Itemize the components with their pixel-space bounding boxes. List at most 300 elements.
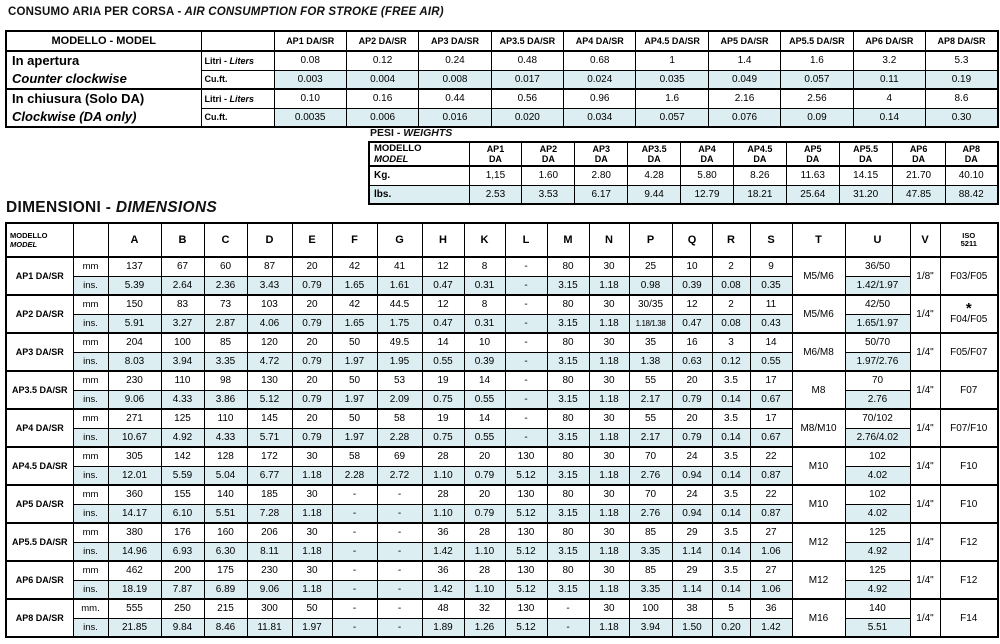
weights-value-cell: 18.21: [733, 185, 786, 204]
dim-value-cell: 50: [332, 371, 377, 390]
air-value-cell: 0.10: [274, 89, 346, 108]
weights-model-type: DA: [488, 154, 502, 164]
dim-value-cell: 3.15: [547, 580, 589, 599]
dim-value-cell: 0.67: [750, 428, 792, 447]
dim-value-cell: 19: [422, 409, 464, 428]
dim-value-cell: 1.18: [589, 504, 629, 523]
dim-value-cell: 42: [332, 257, 377, 276]
dim-value-cell: 12: [672, 295, 712, 314]
weights-value-cell: 8.26: [733, 166, 786, 185]
dim-value-cell: 6.89: [204, 580, 247, 599]
dimensions-mm-row: [6, 333, 998, 352]
dim-value-cell: 2.28: [332, 466, 377, 485]
dim-value-cell: 3.43: [247, 276, 292, 295]
air-model-header: AP4.5 DA/SR: [636, 31, 708, 51]
dim-value-cell: 2.72: [377, 466, 422, 485]
unit-label-cell: [201, 108, 274, 127]
dim-value-cell: 12: [422, 257, 464, 276]
thread-size-cell: M10: [792, 485, 845, 523]
dim-value-cell: 1.61: [377, 276, 422, 295]
weights-value-cell: 5.80: [681, 166, 734, 185]
dim-value-cell: 110: [204, 409, 247, 428]
dim-value-cell: 1.38: [629, 352, 672, 371]
dim-value-cell: 42: [332, 295, 377, 314]
dim-value-cell: 50: [332, 333, 377, 352]
air-value-cell: 1.4: [708, 51, 780, 70]
dim-value-cell: 110: [161, 371, 204, 390]
air-value-cell: 0.003: [274, 70, 346, 89]
dim-value-cell: 3.5: [712, 523, 750, 542]
dim-u-mm-cell: 125: [845, 561, 910, 580]
air-value-cell: 0.035: [636, 70, 708, 89]
weights-table-body: [369, 166, 998, 204]
dimension-column-header: Q: [672, 223, 712, 257]
dim-value-cell: 9.06: [108, 390, 161, 409]
air-value-cell: 0.049: [708, 70, 780, 89]
dim-value-cell: 30: [292, 485, 332, 504]
air-value-cell: 0.12: [346, 51, 418, 70]
dim-value-cell: 215: [204, 599, 247, 618]
iso-flange-cell: [940, 485, 998, 523]
dim-value-cell: 11: [750, 295, 792, 314]
dim-value-cell: 8: [464, 257, 505, 276]
dim-value-cell: 55: [629, 409, 672, 428]
air-row-group-label: [6, 51, 201, 89]
dim-value-cell: 1.10: [422, 466, 464, 485]
unit-label-cell: ins.: [73, 618, 108, 637]
weights-model-header: [839, 142, 892, 166]
dim-value-cell: 85: [204, 333, 247, 352]
dim-value-cell: 20: [292, 409, 332, 428]
dim-value-cell: 5.51: [204, 504, 247, 523]
weights-model-header: [681, 142, 734, 166]
model-label-cell: AP1 DA/SR: [6, 257, 73, 295]
weights-value-cell: 12.79: [681, 185, 734, 204]
dim-u-ins-cell: 5.51: [845, 618, 910, 637]
dim-value-cell: 30: [589, 599, 629, 618]
dim-value-cell: 0.98: [629, 276, 672, 295]
dim-value-cell: -: [505, 333, 547, 352]
dimensions-mm-row: [6, 599, 998, 618]
dim-value-cell: 85: [629, 523, 672, 542]
iso-flange-cell: [940, 295, 998, 333]
port-size-cell: 1/4": [910, 523, 940, 561]
dim-value-cell: 4.33: [204, 428, 247, 447]
port-size-cell: 1/4": [910, 371, 940, 409]
air-value-cell: 0.14: [853, 108, 925, 127]
dim-value-cell: 1.18: [589, 428, 629, 447]
weights-header-model: MODEL: [374, 154, 409, 165]
air-value-cell: 0.68: [564, 51, 636, 70]
dim-value-cell: -: [505, 257, 547, 276]
iso-flange-cell: [940, 371, 998, 409]
unit-text-italic: Liters: [229, 55, 255, 66]
dim-value-cell: 30: [589, 409, 629, 428]
dim-value-cell: 1.18: [589, 618, 629, 637]
dim-value-cell: 0.87: [750, 504, 792, 523]
weights-value-cell: 25.64: [786, 185, 839, 204]
dim-u-ins-cell: 1.42/1.97: [845, 276, 910, 295]
dimension-column-header: U: [845, 223, 910, 257]
dim-value-cell: 20: [292, 257, 332, 276]
weights-table-header-row: [369, 142, 998, 166]
air-label-italian: In chiusura (Solo DA): [12, 91, 145, 106]
dim-u-ins-cell: 4.02: [845, 466, 910, 485]
dim-value-cell: 0.79: [292, 390, 332, 409]
dimension-column-header: S: [750, 223, 792, 257]
dim-value-cell: 1.42: [422, 580, 464, 599]
dim-value-cell: 80: [547, 447, 589, 466]
dim-value-cell: 1.97: [332, 390, 377, 409]
dim-value-cell: 0.08: [712, 314, 750, 333]
dimensions-mm-row: [6, 447, 998, 466]
dimensions-table-header-row: [6, 223, 998, 257]
dimensions-header-model-label: [6, 223, 73, 257]
dim-value-cell: 5.12: [505, 504, 547, 523]
unit-label-cell: [201, 51, 274, 70]
dim-value-cell: 380: [108, 523, 161, 542]
air-value-cell: 0.004: [346, 70, 418, 89]
air-value-cell: 0.24: [419, 51, 491, 70]
dim-value-cell: 1.18: [292, 504, 332, 523]
dim-value-cell: 36: [750, 599, 792, 618]
dim-u-mm-cell: 50/70: [845, 333, 910, 352]
dimensions-ins-row: [6, 504, 998, 523]
weights-value-cell: 2.80: [575, 166, 628, 185]
dim-value-cell: 2.09: [377, 390, 422, 409]
dim-value-cell: -: [505, 314, 547, 333]
dim-u-ins-cell: 4.92: [845, 542, 910, 561]
dim-value-cell: 1.06: [750, 542, 792, 561]
air-consumption-table: [5, 30, 999, 128]
air-value-cell: 0.08: [274, 51, 346, 70]
dim-value-cell: 7.87: [161, 580, 204, 599]
dim-value-cell: 3.15: [547, 390, 589, 409]
air-value-cell: 0.48: [491, 51, 563, 70]
dim-value-cell: 462: [108, 561, 161, 580]
air-value-cell: 0.09: [781, 108, 853, 127]
model-label-cell: AP3.5 DA/SR: [6, 371, 73, 409]
dimensions-mm-row: [6, 371, 998, 390]
dim-value-cell: 30: [589, 257, 629, 276]
dim-value-cell: 58: [377, 409, 422, 428]
weights-model-header: [945, 142, 998, 166]
dim-value-cell: 0.75: [422, 428, 464, 447]
dim-value-cell: 130: [505, 523, 547, 542]
dim-value-cell: 0.79: [464, 504, 505, 523]
dim-value-cell: 1.18: [589, 580, 629, 599]
dimension-column-header: A: [108, 223, 161, 257]
weights-model-name: AP3: [592, 144, 610, 154]
unit-label-cell: mm: [73, 371, 108, 390]
dim-value-cell: -: [332, 485, 377, 504]
air-value-cell: 0.017: [491, 70, 563, 89]
dimensions-ins-row: [6, 542, 998, 561]
unit-label-cell: mm: [73, 447, 108, 466]
dimensions-header-unit-cell: [73, 223, 108, 257]
dim-value-cell: 69: [377, 447, 422, 466]
dim-value-cell: 17: [750, 409, 792, 428]
dim-value-cell: 3.94: [629, 618, 672, 637]
dim-value-cell: 24: [672, 485, 712, 504]
weights-model-type: DA: [806, 154, 820, 164]
dim-value-cell: 80: [547, 523, 589, 542]
dimension-column-header: R: [712, 223, 750, 257]
dim-value-cell: 14.17: [108, 504, 161, 523]
dim-value-cell: 1.14: [672, 542, 712, 561]
dimension-column-header: C: [204, 223, 247, 257]
weights-value-cell: 6.17: [575, 185, 628, 204]
weights-model-header: [733, 142, 786, 166]
unit-label-cell: ins.: [73, 314, 108, 333]
dimensions-title: [6, 199, 217, 217]
dim-value-cell: 67: [161, 257, 204, 276]
model-label-cell: AP4.5 DA/SR: [6, 447, 73, 485]
thread-size-cell: M8/M10: [792, 409, 845, 447]
dim-value-cell: 0.63: [672, 352, 712, 371]
air-model-header: AP4 DA/SR: [564, 31, 636, 51]
dim-value-cell: 9.84: [161, 618, 204, 637]
thread-size-cell: M6/M8: [792, 333, 845, 371]
dim-value-cell: 21.85: [108, 618, 161, 637]
dim-value-cell: 2.28: [377, 428, 422, 447]
dim-value-cell: 1.26: [464, 618, 505, 637]
dim-value-cell: 20: [292, 295, 332, 314]
dimensions-ins-row: [6, 390, 998, 409]
dim-value-cell: 5.12: [505, 580, 547, 599]
dim-value-cell: 137: [108, 257, 161, 276]
dim-value-cell: 3.86: [204, 390, 247, 409]
dim-value-cell: -: [377, 561, 422, 580]
weights-value-cell: 2.53: [469, 185, 522, 204]
dim-value-cell: 14.96: [108, 542, 161, 561]
dimensions-ins-row: [6, 580, 998, 599]
weights-title-italian: PESI -: [370, 127, 404, 139]
iso-header-line1: ISO: [962, 230, 976, 240]
air-value-cell: 3.2: [853, 51, 925, 70]
dim-value-cell: -: [547, 599, 589, 618]
dim-value-cell: -: [505, 276, 547, 295]
dim-value-cell: 175: [204, 561, 247, 580]
dim-value-cell: 1.42: [422, 542, 464, 561]
unit-label-cell: mm: [73, 561, 108, 580]
dim-value-cell: 0.75: [422, 390, 464, 409]
dim-value-cell: -: [377, 542, 422, 561]
dim-value-cell: 30: [589, 523, 629, 542]
dim-value-cell: 271: [108, 409, 161, 428]
iso-flange-cell: [940, 599, 998, 637]
unit-label-cell: mm: [73, 523, 108, 542]
dim-value-cell: 14: [750, 333, 792, 352]
dim-value-cell: -: [505, 352, 547, 371]
dim-value-cell: 1.18: [589, 352, 629, 371]
weights-header-modello: MODELLO: [374, 143, 422, 154]
dim-value-cell: 70: [629, 447, 672, 466]
dim-value-cell: 120: [247, 333, 292, 352]
dim-value-cell: 5: [712, 599, 750, 618]
dim-value-cell: 1.97: [332, 428, 377, 447]
dim-value-cell: 20: [672, 371, 712, 390]
weights-value-cell: 21.70: [892, 166, 945, 185]
iso-flange-value: F12: [960, 574, 978, 586]
weights-model-name: AP8: [962, 144, 980, 154]
weights-model-type: DA: [594, 154, 608, 164]
dim-value-cell: 19: [422, 371, 464, 390]
weights-model-type: DA: [964, 154, 978, 164]
dim-value-cell: 200: [161, 561, 204, 580]
dim-value-cell: 28: [422, 447, 464, 466]
dim-value-cell: 176: [161, 523, 204, 542]
dim-value-cell: 5.12: [505, 618, 547, 637]
dim-value-cell: 73: [204, 295, 247, 314]
dimensions-ins-row: [6, 276, 998, 295]
dim-u-ins-cell: 4.02: [845, 504, 910, 523]
iso-flange-cell: [940, 447, 998, 485]
dim-value-cell: 28: [464, 523, 505, 542]
unit-text: Cu.ft.: [204, 112, 228, 123]
iso-flange-value: F03/F05: [950, 270, 988, 282]
dim-value-cell: -: [505, 371, 547, 390]
air-table-row: [6, 51, 998, 70]
weights-row-label: lbs.: [369, 185, 469, 204]
dim-value-cell: 0.31: [464, 314, 505, 333]
dim-value-cell: 0.79: [672, 428, 712, 447]
dim-value-cell: 2.76: [629, 466, 672, 485]
dim-value-cell: 80: [547, 371, 589, 390]
dim-value-cell: 1.14: [672, 580, 712, 599]
weights-model-name: AP1: [486, 144, 505, 154]
dim-value-cell: 24: [672, 447, 712, 466]
unit-text: Cu.ft.: [204, 74, 228, 85]
dim-value-cell: 1.18: [589, 276, 629, 295]
unit-label-cell: mm.: [73, 599, 108, 618]
port-size-cell: 1/4": [910, 561, 940, 599]
iso-flange-cell: [940, 561, 998, 599]
dim-value-cell: 30/35: [629, 295, 672, 314]
unit-label-cell: ins.: [73, 504, 108, 523]
dimensions-title-english: DIMENSIONS: [115, 199, 218, 216]
weights-model-type: DA: [912, 154, 926, 164]
air-value-cell: 0.19: [926, 70, 998, 89]
dim-value-cell: 2: [712, 257, 750, 276]
iso-flange-value: F10: [960, 460, 978, 472]
port-size-cell: 1/4": [910, 447, 940, 485]
dim-value-cell: -: [505, 390, 547, 409]
dim-value-cell: 0.43: [750, 314, 792, 333]
dim-value-cell: 14: [422, 333, 464, 352]
dim-value-cell: 10: [464, 333, 505, 352]
air-value-cell: 1: [636, 51, 708, 70]
dim-value-cell: 0.79: [292, 276, 332, 295]
dimension-column-header: D: [247, 223, 292, 257]
dim-value-cell: 70: [629, 485, 672, 504]
dim-value-cell: -: [332, 561, 377, 580]
dim-value-cell: 142: [161, 447, 204, 466]
air-value-cell: 0.016: [419, 108, 491, 127]
iso-flange-value: F07/F10: [950, 422, 988, 434]
dimensions-header-modello: MODELLO: [10, 231, 48, 240]
dim-value-cell: 2.76: [629, 504, 672, 523]
weights-model-header: [628, 142, 681, 166]
dim-value-cell: 0.14: [712, 390, 750, 409]
dim-value-cell: 28: [464, 561, 505, 580]
dim-value-cell: -: [332, 599, 377, 618]
dim-value-cell: 80: [547, 333, 589, 352]
weights-model-header: [469, 142, 522, 166]
dim-value-cell: 4.72: [247, 352, 292, 371]
dimension-column-header: B: [161, 223, 204, 257]
dim-value-cell: 55: [629, 371, 672, 390]
air-value-cell: 0.11: [853, 70, 925, 89]
dimensions-mm-row: [6, 561, 998, 580]
weights-table-row: [369, 166, 998, 185]
air-value-cell: 0.057: [781, 70, 853, 89]
dimensions-mm-row: [6, 409, 998, 428]
dim-value-cell: 1.50: [672, 618, 712, 637]
dim-u-mm-cell: 70: [845, 371, 910, 390]
unit-text-italic: Liters: [229, 93, 255, 104]
thread-size-cell: M8: [792, 371, 845, 409]
dim-value-cell: 0.39: [672, 276, 712, 295]
unit-text: Litri -: [204, 55, 230, 66]
model-label-cell: AP3 DA/SR: [6, 333, 73, 371]
dim-value-cell: 0.55: [750, 352, 792, 371]
dim-value-cell: 20: [292, 371, 332, 390]
dim-value-cell: 0.79: [292, 352, 332, 371]
dim-value-cell: 80: [547, 409, 589, 428]
dim-value-cell: 10: [672, 257, 712, 276]
dim-value-cell: 10.67: [108, 428, 161, 447]
weights-model-name: AP4: [698, 144, 716, 154]
air-value-cell: 0.16: [346, 89, 418, 108]
dim-value-cell: 3.27: [161, 314, 204, 333]
port-size-cell: 1/4": [910, 409, 940, 447]
unit-label-cell: mm: [73, 409, 108, 428]
dim-value-cell: 160: [204, 523, 247, 542]
dim-value-cell: 17: [750, 371, 792, 390]
dim-value-cell: 5.91: [108, 314, 161, 333]
dimension-column-header: T: [792, 223, 845, 257]
dim-value-cell: 3.35: [629, 580, 672, 599]
dim-value-cell: 36: [422, 561, 464, 580]
weights-model-type: DA: [859, 154, 873, 164]
dim-value-cell: 6.10: [161, 504, 204, 523]
thread-size-cell: M12: [792, 561, 845, 599]
air-model-header: AP3 DA/SR: [419, 31, 491, 51]
dim-value-cell: 27: [750, 561, 792, 580]
iso-flange-value: F04/F05: [950, 313, 988, 325]
model-label-cell: AP8 DA/SR: [6, 599, 73, 637]
dim-value-cell: 2.36: [204, 276, 247, 295]
dim-value-cell: 0.67: [750, 390, 792, 409]
port-size-cell: 1/4": [910, 333, 940, 371]
air-model-header: AP5.5 DA/SR: [781, 31, 853, 51]
dimension-column-header: F: [332, 223, 377, 257]
dim-value-cell: 44.5: [377, 295, 422, 314]
dim-value-cell: 0.31: [464, 276, 505, 295]
unit-label-cell: ins.: [73, 428, 108, 447]
dim-value-cell: 22: [750, 485, 792, 504]
dim-value-cell: -: [377, 485, 422, 504]
dim-value-cell: 3.5: [712, 371, 750, 390]
air-value-cell: 0.56: [491, 89, 563, 108]
dim-value-cell: -: [505, 428, 547, 447]
unit-text: Litri -: [204, 93, 230, 104]
air-consumption-title: [8, 6, 444, 18]
dim-value-cell: 3.15: [547, 352, 589, 371]
dim-value-cell: 3.35: [204, 352, 247, 371]
weights-model-header: [575, 142, 628, 166]
